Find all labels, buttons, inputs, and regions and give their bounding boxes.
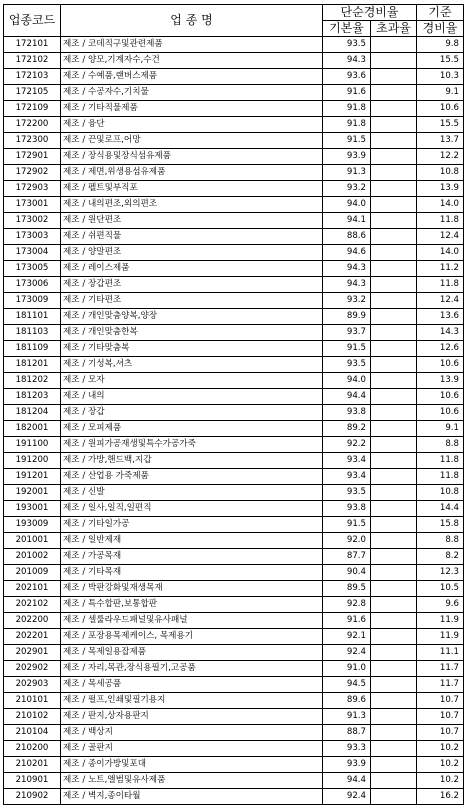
code-cell: 193001 bbox=[4, 501, 61, 517]
name-cell: 제조 / 종이가방및포대 bbox=[61, 757, 323, 773]
header-standard-rate-line2: 경비율 bbox=[417, 21, 464, 37]
basic-rate-cell: 93.9 bbox=[323, 757, 371, 773]
basic-rate-cell: 88.6 bbox=[323, 229, 371, 245]
excess-rate-cell bbox=[371, 309, 417, 325]
code-cell: 173006 bbox=[4, 277, 61, 293]
name-cell: 제조 / 기타일가공 bbox=[61, 517, 323, 533]
name-cell: 제조 / 장갑편조 bbox=[61, 277, 323, 293]
excess-rate-cell bbox=[371, 421, 417, 437]
basic-rate-cell: 91.6 bbox=[323, 85, 371, 101]
table-row bbox=[4, 613, 464, 629]
standard-rate-cell: 11.8 bbox=[417, 453, 464, 469]
header-code: 업종코드 bbox=[4, 5, 61, 37]
basic-rate-cell: 93.4 bbox=[323, 453, 371, 469]
excess-rate-cell bbox=[371, 325, 417, 341]
code-cell: 193009 bbox=[4, 517, 61, 533]
excess-rate-cell bbox=[371, 629, 417, 645]
name-cell: 제조 / 개인맞춤한복 bbox=[61, 325, 323, 341]
name-cell: 제조 / 일반제재 bbox=[61, 533, 323, 549]
code-cell: 173004 bbox=[4, 245, 61, 261]
basic-rate-cell: 91.6 bbox=[323, 613, 371, 629]
name-cell: 제조 / 벽지,종이타월 bbox=[61, 789, 323, 805]
basic-rate-cell: 94.4 bbox=[323, 773, 371, 789]
name-cell: 제조 / 개인맞춤양복,양장 bbox=[61, 309, 323, 325]
excess-rate-cell bbox=[371, 357, 417, 373]
code-cell: 181201 bbox=[4, 357, 61, 373]
basic-rate-cell: 91.5 bbox=[323, 341, 371, 357]
standard-rate-cell: 11.1 bbox=[417, 645, 464, 661]
name-cell: 제조 / 셀룰라우드패널및유사패널 bbox=[61, 613, 323, 629]
name-cell: 제조 / 판지,상자용판지 bbox=[61, 709, 323, 725]
code-cell: 173002 bbox=[4, 213, 61, 229]
standard-rate-cell: 10.3 bbox=[417, 69, 464, 85]
standard-rate-cell: 10.6 bbox=[417, 389, 464, 405]
code-cell: 201009 bbox=[4, 565, 61, 581]
standard-rate-cell: 12.6 bbox=[417, 341, 464, 357]
standard-rate-cell: 8.8 bbox=[417, 437, 464, 453]
basic-rate-cell: 94.4 bbox=[323, 389, 371, 405]
basic-rate-cell: 94.6 bbox=[323, 245, 371, 261]
table-row bbox=[4, 309, 464, 325]
excess-rate-cell bbox=[371, 117, 417, 133]
table-row bbox=[4, 741, 464, 757]
standard-rate-cell: 10.7 bbox=[417, 709, 464, 725]
basic-rate-cell: 91.3 bbox=[323, 709, 371, 725]
name-cell: 제조 / 특수합판,보통합판 bbox=[61, 597, 323, 613]
name-cell: 제조 / 내의 bbox=[61, 389, 323, 405]
basic-rate-cell: 93.3 bbox=[323, 741, 371, 757]
table-row bbox=[4, 277, 464, 293]
code-cell: 201002 bbox=[4, 549, 61, 565]
expense-rate-table bbox=[3, 4, 464, 805]
standard-rate-cell: 11.7 bbox=[417, 677, 464, 693]
code-cell: 173005 bbox=[4, 261, 61, 277]
standard-rate-cell: 10.8 bbox=[417, 485, 464, 501]
excess-rate-cell bbox=[371, 133, 417, 149]
basic-rate-cell: 92.0 bbox=[323, 533, 371, 549]
standard-rate-cell: 8.8 bbox=[417, 533, 464, 549]
excess-rate-cell bbox=[371, 261, 417, 277]
basic-rate-cell: 91.8 bbox=[323, 101, 371, 117]
code-cell: 191100 bbox=[4, 437, 61, 453]
name-cell: 제조 / 기성복,셔츠 bbox=[61, 357, 323, 373]
name-cell: 제조 / 장갑 bbox=[61, 405, 323, 421]
name-cell: 제조 / 골판지 bbox=[61, 741, 323, 757]
table-row bbox=[4, 165, 464, 181]
table-row bbox=[4, 149, 464, 165]
table-row bbox=[4, 629, 464, 645]
table-row bbox=[4, 469, 464, 485]
standard-rate-cell: 10.2 bbox=[417, 757, 464, 773]
standard-rate-cell: 10.8 bbox=[417, 165, 464, 181]
basic-rate-cell: 93.9 bbox=[323, 149, 371, 165]
name-cell: 제조 / 융단 bbox=[61, 117, 323, 133]
name-cell: 제조 / 펄프,인쇄및필기용지 bbox=[61, 693, 323, 709]
name-cell: 제조 / 가방,핸드백,지갑 bbox=[61, 453, 323, 469]
name-cell: 제조 / 내의편조,외의편조 bbox=[61, 197, 323, 213]
standard-rate-cell: 10.6 bbox=[417, 405, 464, 421]
basic-rate-cell: 88.7 bbox=[323, 725, 371, 741]
table-row bbox=[4, 117, 464, 133]
excess-rate-cell bbox=[371, 501, 417, 517]
basic-rate-cell: 91.5 bbox=[323, 517, 371, 533]
table-row bbox=[4, 245, 464, 261]
table-row bbox=[4, 597, 464, 613]
excess-rate-cell bbox=[371, 69, 417, 85]
table-row bbox=[4, 501, 464, 517]
basic-rate-cell: 90.4 bbox=[323, 565, 371, 581]
standard-rate-cell: 9.1 bbox=[417, 421, 464, 437]
excess-rate-cell bbox=[371, 53, 417, 69]
basic-rate-cell: 92.2 bbox=[323, 437, 371, 453]
standard-rate-cell: 12.4 bbox=[417, 293, 464, 309]
table-body bbox=[4, 37, 464, 805]
code-cell: 210101 bbox=[4, 693, 61, 709]
excess-rate-cell bbox=[371, 789, 417, 805]
excess-rate-cell bbox=[371, 373, 417, 389]
basic-rate-cell: 91.8 bbox=[323, 117, 371, 133]
table-row bbox=[4, 181, 464, 197]
standard-rate-cell: 13.7 bbox=[417, 133, 464, 149]
code-cell: 210200 bbox=[4, 741, 61, 757]
excess-rate-cell bbox=[371, 165, 417, 181]
standard-rate-cell: 11.8 bbox=[417, 277, 464, 293]
basic-rate-cell: 89.9 bbox=[323, 309, 371, 325]
name-cell: 제조 / 양말편조 bbox=[61, 245, 323, 261]
name-cell: 제조 / 기타직물제품 bbox=[61, 101, 323, 117]
table-row bbox=[4, 389, 464, 405]
excess-rate-cell bbox=[371, 597, 417, 613]
code-cell: 210201 bbox=[4, 757, 61, 773]
excess-rate-cell bbox=[371, 677, 417, 693]
header-basic-rate: 기본율 bbox=[323, 21, 371, 37]
excess-rate-cell bbox=[371, 437, 417, 453]
standard-rate-cell: 13.9 bbox=[417, 181, 464, 197]
name-cell: 제조 / 쉬편직물 bbox=[61, 229, 323, 245]
code-cell: 181202 bbox=[4, 373, 61, 389]
standard-rate-cell: 15.5 bbox=[417, 117, 464, 133]
code-cell: 181203 bbox=[4, 389, 61, 405]
basic-rate-cell: 93.8 bbox=[323, 501, 371, 517]
name-cell: 제조 / 자리,목관,장식용필기,고공품 bbox=[61, 661, 323, 677]
basic-rate-cell: 92.8 bbox=[323, 597, 371, 613]
table-row bbox=[4, 645, 464, 661]
standard-rate-cell: 13.6 bbox=[417, 309, 464, 325]
name-cell: 제조 / 모자 bbox=[61, 373, 323, 389]
basic-rate-cell: 91.0 bbox=[323, 661, 371, 677]
excess-rate-cell bbox=[371, 693, 417, 709]
code-cell: 202201 bbox=[4, 629, 61, 645]
table-row bbox=[4, 533, 464, 549]
excess-rate-cell bbox=[371, 85, 417, 101]
table-row bbox=[4, 789, 464, 805]
excess-rate-cell bbox=[371, 101, 417, 117]
table-row bbox=[4, 197, 464, 213]
name-cell: 제조 / 양모,기계자수,수건 bbox=[61, 53, 323, 69]
code-cell: 192001 bbox=[4, 485, 61, 501]
basic-rate-cell: 93.2 bbox=[323, 293, 371, 309]
name-cell: 제조 / 산업용 가죽제품 bbox=[61, 469, 323, 485]
table-row bbox=[4, 485, 464, 501]
code-cell: 173009 bbox=[4, 293, 61, 309]
standard-rate-cell: 13.9 bbox=[417, 373, 464, 389]
name-cell: 제조 / 레이스제품 bbox=[61, 261, 323, 277]
standard-rate-cell: 14.0 bbox=[417, 197, 464, 213]
basic-rate-cell: 89.6 bbox=[323, 693, 371, 709]
standard-rate-cell: 11.7 bbox=[417, 661, 464, 677]
code-cell: 172903 bbox=[4, 181, 61, 197]
basic-rate-cell: 93.7 bbox=[323, 325, 371, 341]
code-cell: 210902 bbox=[4, 789, 61, 805]
table-row bbox=[4, 661, 464, 677]
excess-rate-cell bbox=[371, 197, 417, 213]
standard-rate-cell: 9.6 bbox=[417, 597, 464, 613]
table-row bbox=[4, 325, 464, 341]
excess-rate-cell bbox=[371, 661, 417, 677]
code-cell: 202903 bbox=[4, 677, 61, 693]
standard-rate-cell: 15.5 bbox=[417, 53, 464, 69]
code-cell: 181204 bbox=[4, 405, 61, 421]
code-cell: 210102 bbox=[4, 709, 61, 725]
code-cell: 181101 bbox=[4, 309, 61, 325]
code-cell: 202200 bbox=[4, 613, 61, 629]
excess-rate-cell bbox=[371, 453, 417, 469]
name-cell: 제조 / 원피가공재생및특수가공가죽 bbox=[61, 437, 323, 453]
excess-rate-cell bbox=[371, 725, 417, 741]
basic-rate-cell: 94.3 bbox=[323, 53, 371, 69]
code-cell: 172102 bbox=[4, 53, 61, 69]
name-cell: 제조 / 수공자수,기치물 bbox=[61, 85, 323, 101]
standard-rate-cell: 14.4 bbox=[417, 501, 464, 517]
table-row bbox=[4, 453, 464, 469]
code-cell: 191200 bbox=[4, 453, 61, 469]
name-cell: 제조 / 포장용목제케이스, 목제용기 bbox=[61, 629, 323, 645]
excess-rate-cell bbox=[371, 341, 417, 357]
standard-rate-cell: 9.1 bbox=[417, 85, 464, 101]
name-cell: 제조 / 수예품,랜버스제품 bbox=[61, 69, 323, 85]
standard-rate-cell: 10.2 bbox=[417, 741, 464, 757]
standard-rate-cell: 10.6 bbox=[417, 357, 464, 373]
excess-rate-cell bbox=[371, 581, 417, 597]
basic-rate-cell: 93.5 bbox=[323, 485, 371, 501]
code-cell: 172200 bbox=[4, 117, 61, 133]
standard-rate-cell: 9.8 bbox=[417, 37, 464, 53]
standard-rate-cell: 10.5 bbox=[417, 581, 464, 597]
basic-rate-cell: 93.8 bbox=[323, 405, 371, 421]
excess-rate-cell bbox=[371, 773, 417, 789]
excess-rate-cell bbox=[371, 181, 417, 197]
code-cell: 172109 bbox=[4, 101, 61, 117]
table-row bbox=[4, 421, 464, 437]
table-row bbox=[4, 213, 464, 229]
excess-rate-cell bbox=[371, 229, 417, 245]
table-row bbox=[4, 405, 464, 421]
name-cell: 제조 / 코데직구및관련제품 bbox=[61, 37, 323, 53]
header-excess-rate: 초과율 bbox=[371, 21, 417, 37]
name-cell: 제조 / 제면,위생용섬유제품 bbox=[61, 165, 323, 181]
standard-rate-cell: 10.7 bbox=[417, 693, 464, 709]
code-cell: 172101 bbox=[4, 37, 61, 53]
basic-rate-cell: 89.2 bbox=[323, 421, 371, 437]
excess-rate-cell bbox=[371, 245, 417, 261]
header-simple-rate: 단순경비율 bbox=[323, 5, 417, 21]
name-cell: 제조 / 노트,앨범및유사제품 bbox=[61, 773, 323, 789]
excess-rate-cell bbox=[371, 149, 417, 165]
code-cell: 172103 bbox=[4, 69, 61, 85]
standard-rate-cell: 10.7 bbox=[417, 725, 464, 741]
code-cell: 172901 bbox=[4, 149, 61, 165]
basic-rate-cell: 92.4 bbox=[323, 645, 371, 661]
excess-rate-cell bbox=[371, 405, 417, 421]
table-row bbox=[4, 37, 464, 53]
basic-rate-cell: 94.3 bbox=[323, 277, 371, 293]
excess-rate-cell bbox=[371, 485, 417, 501]
basic-rate-cell: 92.1 bbox=[323, 629, 371, 645]
code-cell: 173001 bbox=[4, 197, 61, 213]
name-cell: 제조 / 기타편조 bbox=[61, 293, 323, 309]
table-row bbox=[4, 293, 464, 309]
standard-rate-cell: 8.2 bbox=[417, 549, 464, 565]
code-cell: 202101 bbox=[4, 581, 61, 597]
name-cell: 제조 / 모피제품 bbox=[61, 421, 323, 437]
table-row bbox=[4, 677, 464, 693]
excess-rate-cell bbox=[371, 293, 417, 309]
name-cell: 제조 / 목제일용잡제품 bbox=[61, 645, 323, 661]
name-cell: 제조 / 장식용및장식섬유제품 bbox=[61, 149, 323, 165]
name-cell: 제조 / 기타목재 bbox=[61, 565, 323, 581]
basic-rate-cell: 94.5 bbox=[323, 677, 371, 693]
excess-rate-cell bbox=[371, 213, 417, 229]
name-cell: 제조 / 끈및로프,어망 bbox=[61, 133, 323, 149]
name-cell: 제조 / 박판강화및재생목재 bbox=[61, 581, 323, 597]
code-cell: 182001 bbox=[4, 421, 61, 437]
excess-rate-cell bbox=[371, 533, 417, 549]
table-row bbox=[4, 341, 464, 357]
rate-table-wrapper bbox=[3, 4, 463, 805]
standard-rate-cell: 10.2 bbox=[417, 773, 464, 789]
basic-rate-cell: 93.2 bbox=[323, 181, 371, 197]
code-cell: 202102 bbox=[4, 597, 61, 613]
name-cell: 제조 / 신발 bbox=[61, 485, 323, 501]
table-row bbox=[4, 133, 464, 149]
name-cell: 제조 / 원단편조 bbox=[61, 213, 323, 229]
code-cell: 172902 bbox=[4, 165, 61, 181]
excess-rate-cell bbox=[371, 613, 417, 629]
excess-rate-cell bbox=[371, 517, 417, 533]
table-row bbox=[4, 101, 464, 117]
excess-rate-cell bbox=[371, 565, 417, 581]
basic-rate-cell: 89.5 bbox=[323, 581, 371, 597]
table-row bbox=[4, 373, 464, 389]
excess-rate-cell bbox=[371, 469, 417, 485]
standard-rate-cell: 16.2 bbox=[417, 789, 464, 805]
name-cell: 제조 / 기타맞춤복 bbox=[61, 341, 323, 357]
table-row bbox=[4, 69, 464, 85]
excess-rate-cell bbox=[371, 709, 417, 725]
excess-rate-cell bbox=[371, 645, 417, 661]
table-row bbox=[4, 357, 464, 373]
basic-rate-cell: 93.5 bbox=[323, 37, 371, 53]
basic-rate-cell: 94.1 bbox=[323, 213, 371, 229]
basic-rate-cell: 93.4 bbox=[323, 469, 371, 485]
name-cell: 제조 / 가공목재 bbox=[61, 549, 323, 565]
standard-rate-cell: 14.0 bbox=[417, 245, 464, 261]
standard-rate-cell: 11.8 bbox=[417, 213, 464, 229]
standard-rate-cell: 12.4 bbox=[417, 229, 464, 245]
basic-rate-cell: 92.4 bbox=[323, 789, 371, 805]
table-row bbox=[4, 85, 464, 101]
code-cell: 181103 bbox=[4, 325, 61, 341]
table-row bbox=[4, 693, 464, 709]
header-name: 업 종 명 bbox=[61, 5, 323, 37]
code-cell: 202901 bbox=[4, 645, 61, 661]
table-row bbox=[4, 709, 464, 725]
table-header bbox=[4, 5, 464, 37]
table-row bbox=[4, 757, 464, 773]
basic-rate-cell: 94.0 bbox=[323, 373, 371, 389]
code-cell: 201001 bbox=[4, 533, 61, 549]
excess-rate-cell bbox=[371, 277, 417, 293]
header-standard-rate-line1: 기준 bbox=[417, 5, 464, 21]
code-cell: 210901 bbox=[4, 773, 61, 789]
table-row bbox=[4, 773, 464, 789]
code-cell: 210104 bbox=[4, 725, 61, 741]
standard-rate-cell: 11.9 bbox=[417, 613, 464, 629]
excess-rate-cell bbox=[371, 549, 417, 565]
standard-rate-cell: 11.8 bbox=[417, 469, 464, 485]
table-row bbox=[4, 565, 464, 581]
code-cell: 191201 bbox=[4, 469, 61, 485]
basic-rate-cell: 91.3 bbox=[323, 165, 371, 181]
table-row bbox=[4, 437, 464, 453]
basic-rate-cell: 93.5 bbox=[323, 357, 371, 373]
code-cell: 181109 bbox=[4, 341, 61, 357]
table-row bbox=[4, 517, 464, 533]
code-cell: 173003 bbox=[4, 229, 61, 245]
standard-rate-cell: 12.3 bbox=[417, 565, 464, 581]
basic-rate-cell: 94.0 bbox=[323, 197, 371, 213]
name-cell: 제조 / 목세공품 bbox=[61, 677, 323, 693]
name-cell: 제조 / 일사,일직,일편직 bbox=[61, 501, 323, 517]
name-cell: 제조 / 백상지 bbox=[61, 725, 323, 741]
basic-rate-cell: 87.7 bbox=[323, 549, 371, 565]
standard-rate-cell: 15.8 bbox=[417, 517, 464, 533]
basic-rate-cell: 93.6 bbox=[323, 69, 371, 85]
standard-rate-cell: 10.6 bbox=[417, 101, 464, 117]
standard-rate-cell: 11.9 bbox=[417, 629, 464, 645]
excess-rate-cell bbox=[371, 757, 417, 773]
basic-rate-cell: 91.5 bbox=[323, 133, 371, 149]
table-row bbox=[4, 53, 464, 69]
table-row bbox=[4, 725, 464, 741]
code-cell: 172105 bbox=[4, 85, 61, 101]
table-row bbox=[4, 549, 464, 565]
standard-rate-cell: 11.2 bbox=[417, 261, 464, 277]
standard-rate-cell: 12.2 bbox=[417, 149, 464, 165]
name-cell: 제조 / 펠트및부직포 bbox=[61, 181, 323, 197]
standard-rate-cell: 14.3 bbox=[417, 325, 464, 341]
table-row bbox=[4, 229, 464, 245]
table-row bbox=[4, 581, 464, 597]
excess-rate-cell bbox=[371, 741, 417, 757]
basic-rate-cell: 94.3 bbox=[323, 261, 371, 277]
excess-rate-cell bbox=[371, 389, 417, 405]
code-cell: 172300 bbox=[4, 133, 61, 149]
code-cell: 202902 bbox=[4, 661, 61, 677]
excess-rate-cell bbox=[371, 37, 417, 53]
table-row bbox=[4, 261, 464, 277]
